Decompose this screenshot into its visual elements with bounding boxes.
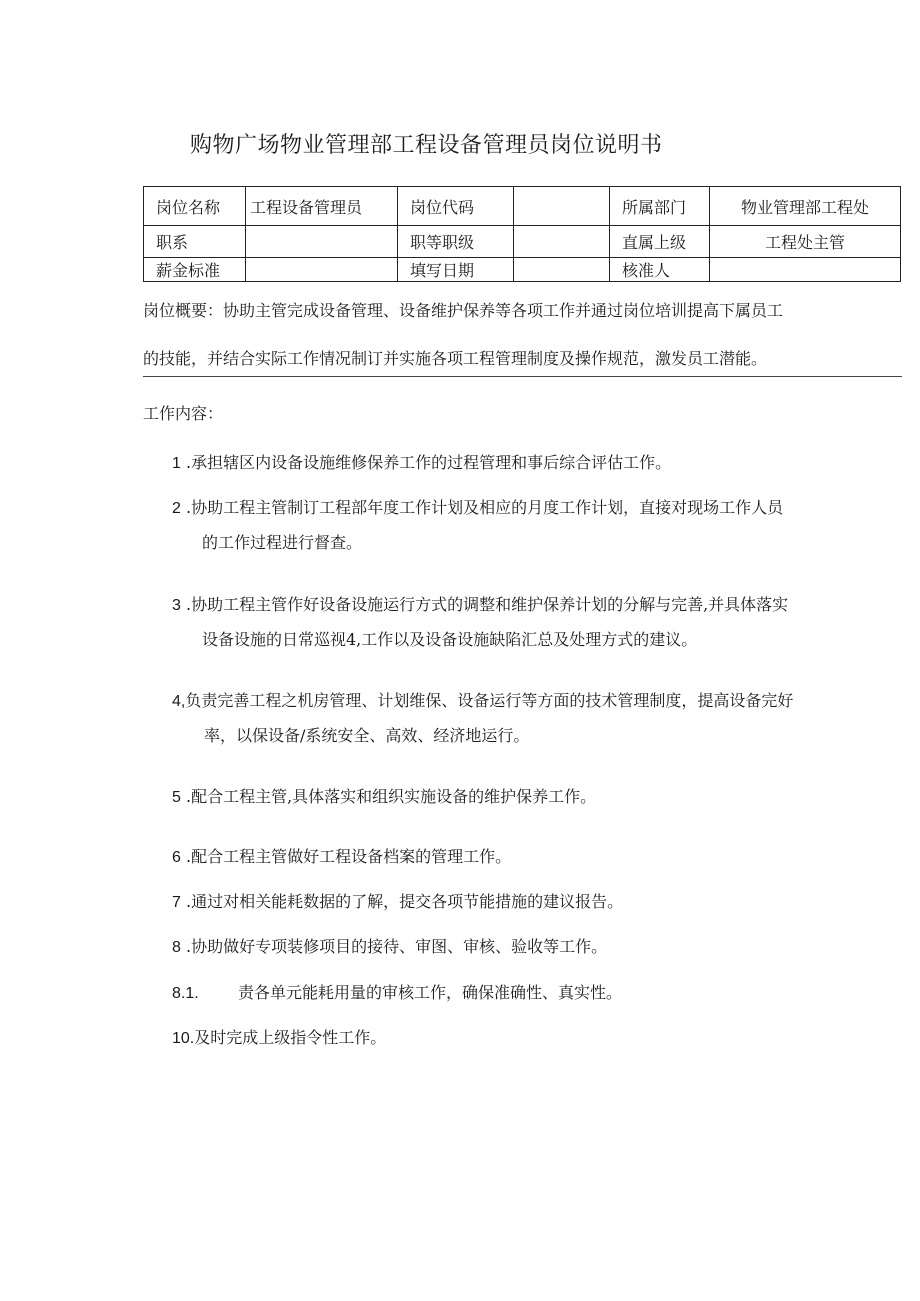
item-text: .协助工程主管制订工程部年度工作计划及相应的月度工作计划，直接对现场工作人员 [186, 498, 784, 517]
item-text: 及时完成上级指令性工作。 [194, 1028, 387, 1047]
item-number: 1 [172, 455, 181, 472]
list-item [172, 885, 623, 920]
list-item [172, 491, 783, 560]
label-department: 所属部门 [610, 187, 710, 226]
item-number: 3 [172, 597, 181, 614]
label-approver: 核准人 [610, 258, 710, 282]
item-number: 4, [172, 693, 186, 710]
label-salary: 薪金标准 [144, 258, 246, 282]
item-number: 8.1. [172, 985, 199, 1002]
list-item [172, 840, 511, 875]
value-fill-date [514, 258, 610, 282]
item-number: 10. [172, 1030, 195, 1047]
item-number: 5 [172, 789, 181, 806]
item-text: .协助做好专项装修项目的接待、审图、审核、验收等工作。 [186, 937, 608, 956]
list-item [172, 446, 671, 481]
item-number: 7 [172, 894, 181, 911]
label-grade: 职等职级 [398, 226, 514, 258]
item-text-continued: 率，以保设备/系统安全、高效、经济地运行。 [204, 726, 530, 745]
list-item [172, 1021, 386, 1056]
list-item [172, 976, 622, 1011]
table-row [144, 226, 901, 258]
value-position-name: 工程设备管理员 [246, 187, 398, 226]
label-position-name: 岗位名称 [144, 187, 246, 226]
value-position-code [514, 187, 610, 226]
item-text: 负责完善工程之机房管理、计划维保、设备运行等方面的技术管理制度，提高设备完好 [185, 691, 794, 710]
value-job-family [246, 226, 398, 258]
item-text: 责各单元能耗用量的审核工作，确保准确性、真实性。 [238, 983, 623, 1002]
summary-line-2: 的技能，并结合实际工作情况制订并实施各项工程管理制度及操作规范，激发员工潜能。 [143, 346, 902, 377]
content-heading: 工作内容： [143, 404, 224, 423]
table-row [144, 187, 901, 226]
item-text-continued: 设备设施的日常巡视4,工作以及设备设施缺陷汇总及处理方式的建议。 [202, 630, 698, 649]
item-text: .承担辖区内设备设施维修保养工作的过程管理和事后综合评估工作。 [186, 453, 672, 472]
label-supervisor: 直属上级 [610, 226, 710, 258]
value-department: 物业管理部工程处 [710, 187, 901, 226]
item-text: .配合工程主管做好工程设备档案的管理工作。 [186, 847, 512, 866]
value-approver [710, 258, 901, 282]
item-text: .通过对相关能耗数据的了解，提交各项节能措施的建议报告。 [186, 892, 624, 911]
list-item [172, 684, 793, 753]
document-title: 购物广场物业管理部工程设备管理员岗位说明书 [190, 133, 663, 158]
table-row [144, 258, 901, 282]
label-fill-date: 填写日期 [398, 258, 514, 282]
item-number: 8 [172, 939, 181, 956]
label-job-family: 职系 [144, 226, 246, 258]
item-text: .配合工程主管,具体落实和组织实施设备的维护保养工作。 [186, 787, 597, 806]
value-grade [514, 226, 610, 258]
list-item [172, 780, 596, 815]
summary-line-1: 岗位概要：协助主管完成设备管理、设备维护保养等各项工作并通过岗位培训提高下属员工 [143, 301, 784, 320]
job-summary [143, 298, 902, 377]
list-item [172, 588, 788, 657]
item-number: 6 [172, 849, 181, 866]
item-text: .协助工程主管作好设备设施运行方式的调整和维护保养计划的分解与完善,并具体落实 [186, 595, 789, 614]
item-number: 2 [172, 500, 181, 517]
value-supervisor: 工程处主管 [710, 226, 901, 258]
item-text-continued: 的工作过程进行督查。 [202, 533, 363, 552]
job-info-table [143, 186, 901, 282]
label-position-code: 岗位代码 [398, 187, 514, 226]
value-salary [246, 258, 398, 282]
list-item [172, 930, 607, 965]
